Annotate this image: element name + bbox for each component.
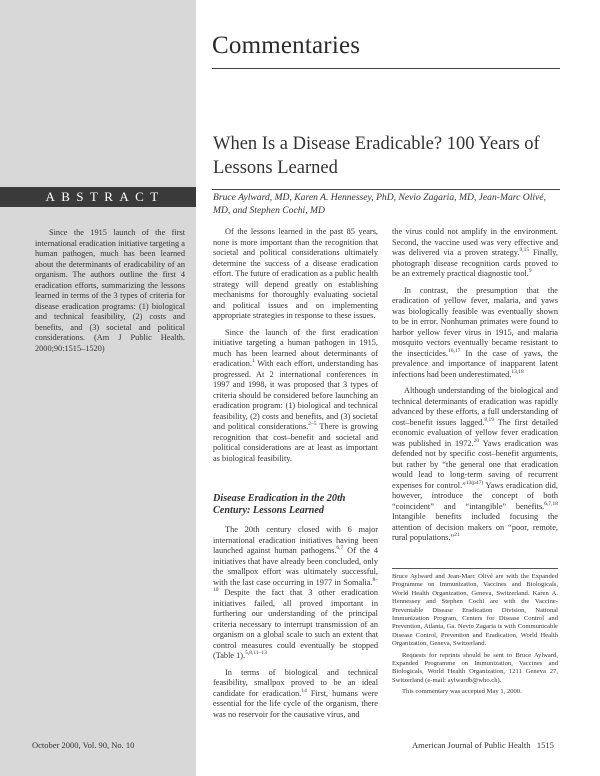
citation: 5,8,11–13	[245, 650, 267, 657]
author-footnotes	[392, 573, 558, 697]
abstract-sidebar-background	[0, 0, 196, 776]
section-subheading: Disease Eradication in the 20th Century: Lessons Learned	[213, 493, 346, 516]
paragraph: Although understanding of the biological and technical determinants of eradication was rapidly advanced by these efforts, a full understanding of cost–benefit issues lagged.$^{8,19}$ The first detailed economic evaluation of yellow fever eradication was published in 1972.20 Yaws eradication was defended not by specific cost–benefit arguments, but rather by “the general one that eradication would lead to long-term saving of recurrent expenses for control.”$^{13(p47)}$ Yaws eradication did, however, introduce the concept of both “coincident” and “intangible” benefits.$^{6,7,18}$ Intangible benefits included focusing the attention of decision makers on “poor, remote, rural populations.”$^{21}$	[392, 386, 558, 542]
paragraph: In contrast, the presumption that the eradication of yellow fever, malaria, and yaws was biologically feasible was eventually shown to be in error. Nonhuman primates were found to harbor yellow fever virus in 1915, and malaria mosquito vectors eventually became resistant to the insecticides.$^{16,17}$ In the case of yaws, the prevalence and importance of inapparent latent infections had been underestimated.$^{13,18}$	[392, 285, 558, 379]
footnote-rule	[392, 568, 558, 569]
abstract-heading-bar	[0, 187, 196, 207]
body-column-1	[213, 227, 378, 464]
citation: 20	[473, 437, 480, 444]
citation: 1	[251, 358, 255, 365]
paragraph: The 20th century closed with 6 major international eradication initiatives having been launched against human pathogens.$^{6,7}$ Of the 4 initiatives that have already been concluded, only the smallpox effort was ultimately successful, with the last case occurring in 1977 in Somalia.$^{8-10}$ Despite the fact that 3 other eradication initiatives failed, all proved important in furthering our understanding of the principal criteria necessary to interrupt transmission of an organism on a global scale to such an extent that control measures could eventually be stopped (Table 1).$^{5,8,11-13}$	[213, 525, 379, 660]
citation: 21	[454, 532, 460, 539]
citation: 6,7,18	[544, 500, 558, 507]
paragraph: Of the lessons learned in the past 85 years, none is more important than the recognition that societal and political considerations ultimately determine the success of a disease eradication effort. The future of eradication as a public health strategy will depend greatly on establishing mechanisms for thoroughly evaluating societal and political issues and on implementing appropriate strategies in response to these issues.	[213, 227, 378, 320]
citation: 8,19	[484, 416, 494, 423]
reprints-note: Requests for reprints should be sent to Bruce Aylward, Expanded Programme on Immunization, Vaccines and Biologicals, World Health Organization, 1211 Geneva 27, Switzerland (e-mail: aylwardb@who.ch).	[392, 651, 558, 684]
abstract-text: Since the 1915 launch of the first international eradication initiative targeting a human pathogen, much has been learned about the determinants of eradicability of an organism. The authors outline the first 4 eradication efforts, summarizing the lessons learned in terms of the 3 types of criteria for disease eradication programs: (1) biological and technical feasibility, (2) costs and benefits, and (3) societal and political considerations. (Am J Public Health. 2000;90:1515–1520)	[35, 228, 185, 353]
citation: 14	[301, 687, 307, 694]
citation: 16,17	[447, 347, 461, 354]
citation: 6,7	[336, 545, 344, 552]
abstract-heading: ABSTRACT	[45, 189, 165, 204]
citation: 9,15	[519, 247, 530, 254]
citation: 13,18	[511, 368, 524, 375]
footer-journal-page: American Journal of Public Health 1515	[412, 740, 554, 750]
abstract-body	[35, 228, 185, 354]
citation: 2–5	[308, 421, 317, 428]
citation: 13(p47)	[465, 479, 484, 486]
citation: 9	[528, 268, 532, 275]
author-list: Bruce Aylward, MD, Karen A. Hennessey, PhD, Nevio Zagaria, MD, Jean-Marc Olivé, MD, and Stephen Cochi, MD	[213, 192, 546, 216]
footer-issue: October 2000, Vol. 90, No. 10	[32, 740, 135, 750]
citation: 8–10	[213, 576, 378, 594]
paragraph: Since the launch of the first eradication initiative targeting a human pathogen in 1915, much has been learned about determinants of eradication.$^1$ With each effort, understanding has progressed. At 2 international conferences in 1997 and 1998, it was proposed that 3 types of criteria should be considered before launching an eradication program: (1) biological and technical feasibility, (2) costs and benefits, and (3) societal and political considerations.$^{2-5}$ There is growing recognition that cost–benefit and societal and political considerations are at least as important as biological feasibility.	[213, 327, 378, 463]
paragraph: the virus could not amplify in the environment. Second, the vaccine used was very effective and was delivered via a proven strategy.$^{9,15}$ Finally, photograph disease recognition cards proved to be an extremely practical diagnostic tool.$^9$	[392, 227, 558, 278]
affiliations-note: Bruce Aylward and Jean-Marc Olivé are with the Expanded Programme on Immunization, Vaccines and Biologicals, World Health Organization, Geneva, Switzerland. Karen A. Hennessey and Stephen Cochi are with the Vaccine-Preventable Disease Eradication Division, National Immunization Program, Centers for Disease Control and Prevention, Atlanta, Ga. Nevio Zagaria is with Communicable Disease Control, Prevention and Eradication, World Health Organization, Geneva, Switzerland.	[392, 573, 558, 648]
accepted-note: This commentary was accepted May 1, 2000.	[402, 688, 522, 696]
body-column-1-continued	[213, 525, 378, 720]
title-rule	[212, 189, 560, 190]
article-title: When Is a Disease Eradicable? 100 Years of Lessons Learned	[213, 134, 540, 178]
section-title: Commentaries	[212, 32, 361, 59]
header-rule	[212, 68, 560, 69]
body-column-2	[392, 227, 558, 544]
paragraph: In terms of biological and technical feasibility, smallpox proved to be an ideal candidate for eradication.$^{14}$ First, humans were essential for the life cycle of the organism, there was no reservoir for the causative virus, and	[213, 667, 378, 719]
